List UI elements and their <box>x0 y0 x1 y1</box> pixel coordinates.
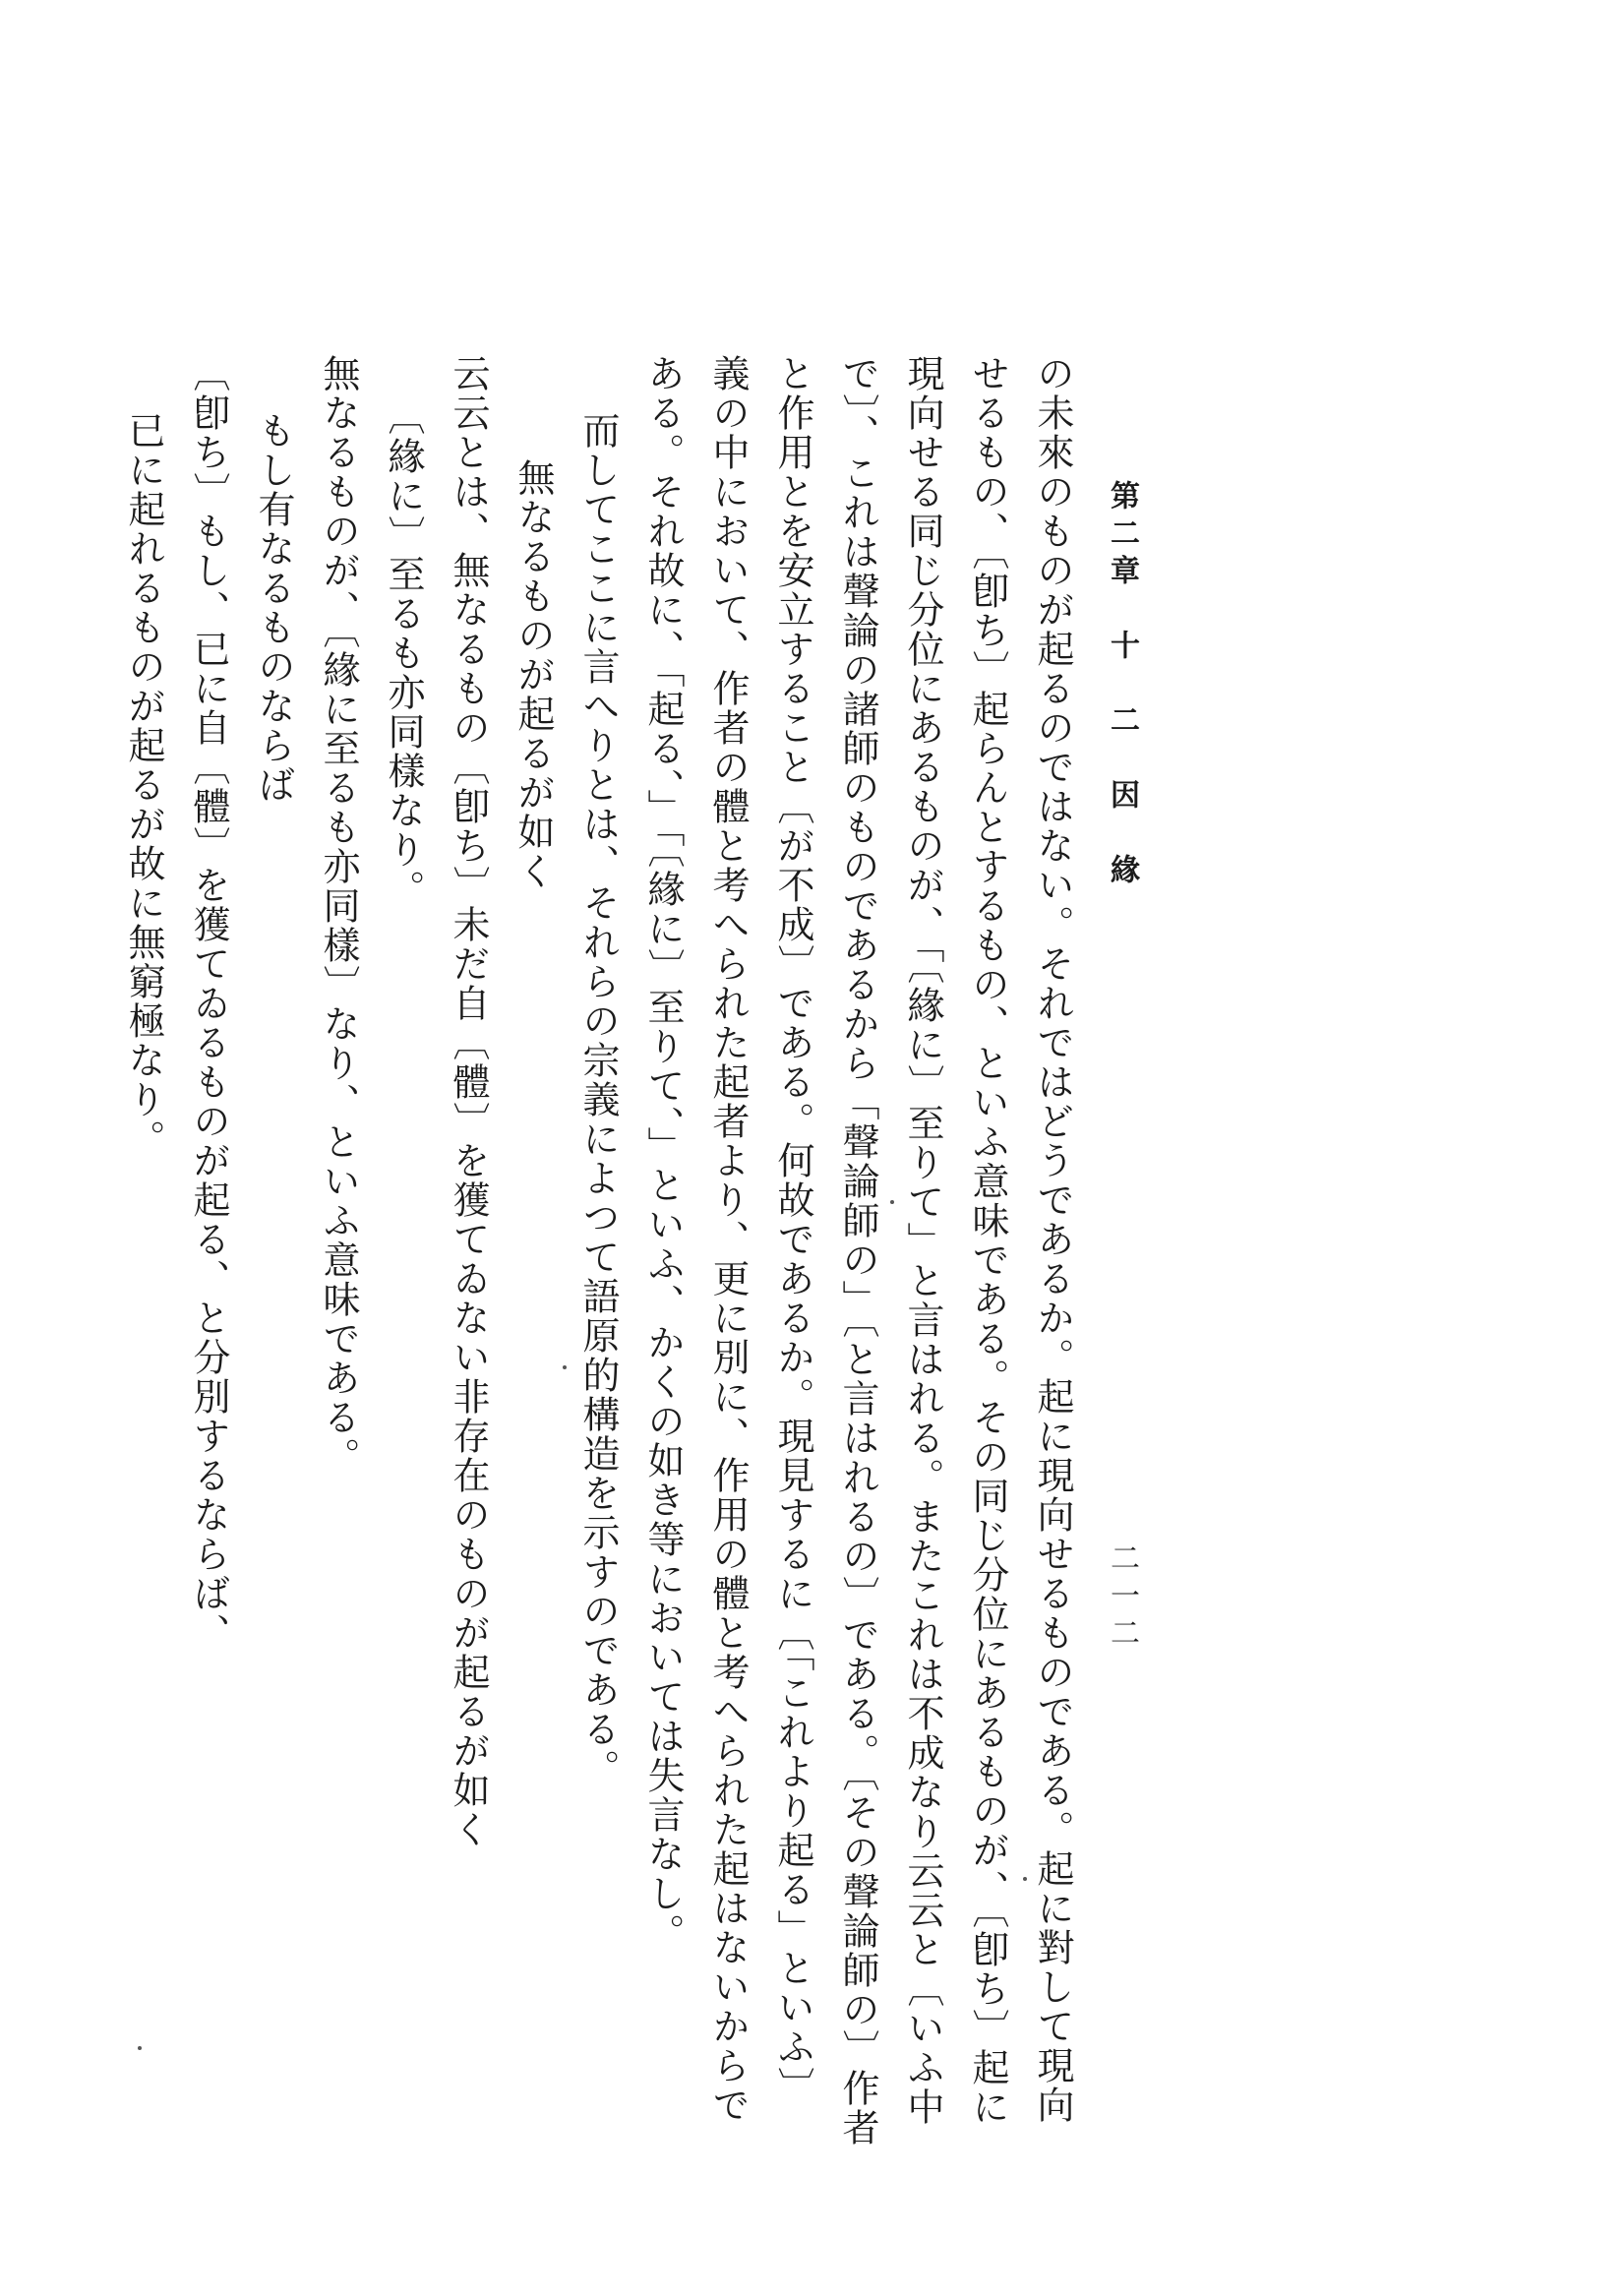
verse-line-2: 〔緣に〕至るも亦同樣なり。 <box>382 397 425 909</box>
text-line-5: と作用とを安立すること〔が不成〕である。何故であるか。現見するに〔「これより起る」といふ〕 <box>771 354 814 2106</box>
scan-speck <box>1023 1877 1027 1881</box>
scan-speck <box>563 1365 567 1369</box>
text-line-7: ある。それ故に、「起る、」「〔緣に〕至りて、」といふ、かくの如き等においては失言なし。 <box>641 354 685 1953</box>
text-line-8: 而してここに言へりとは、それらの宗義によつて語原的構造を示すのである。 <box>576 411 620 1788</box>
text-line-1: の未來のものが起るのではない。それではどうであるか。起に現向せるものである。起に對して現向 <box>1031 354 1074 2125</box>
text-line-4: で〕、これは聲論の諸師のものであるから「聲論師の」〔と言はれるの〕である。〔その聲論師の〕作者 <box>836 354 879 2147</box>
scan-speck <box>890 1200 894 1204</box>
text-line-2: せるもの、〔卽ち〕起らんとするもの、といふ意味である。その同じ分位にあるものが、〔卽ち〕起に <box>966 354 1009 2127</box>
verse-line-3: もし有なるものならば <box>252 411 295 805</box>
text-line-9: 云云とは、無なるもの〔卽ち〕未だ自〔體〕を獲てゐない非存在のものが起るが如く <box>447 354 490 1849</box>
text-line-10: 無なるものが、〔緣に至るも亦同樣〕なり、といふ意味である。 <box>317 354 360 1477</box>
verse-line-4: 已に起れるものが起るが故に無窮極なり。 <box>122 411 165 1159</box>
chapter-heading: 第二章 十 二 因 緣 <box>1105 480 1139 891</box>
page-number: 二一二 <box>1105 1542 1139 1655</box>
text-line-3: 現向せる同じ分位にあるものが、「〔緣に〕至りて」と言はれる。またこれは不成なり云云と〔いふ中 <box>901 354 944 2127</box>
verse-line-1: 無なるものが起るが如く <box>511 458 555 891</box>
text-line-11: 〔卽ち〕もし、已に自〔體〕を獲てゐるものが起る、と分別するならば、 <box>187 354 230 1653</box>
page-body <box>111 354 1085 2223</box>
scan-speck <box>138 2046 142 2050</box>
text-line-6: 義の中において、作者の體と考へられた起者より、更に別に、作用の體と考へられた起はないからで <box>706 354 750 2125</box>
